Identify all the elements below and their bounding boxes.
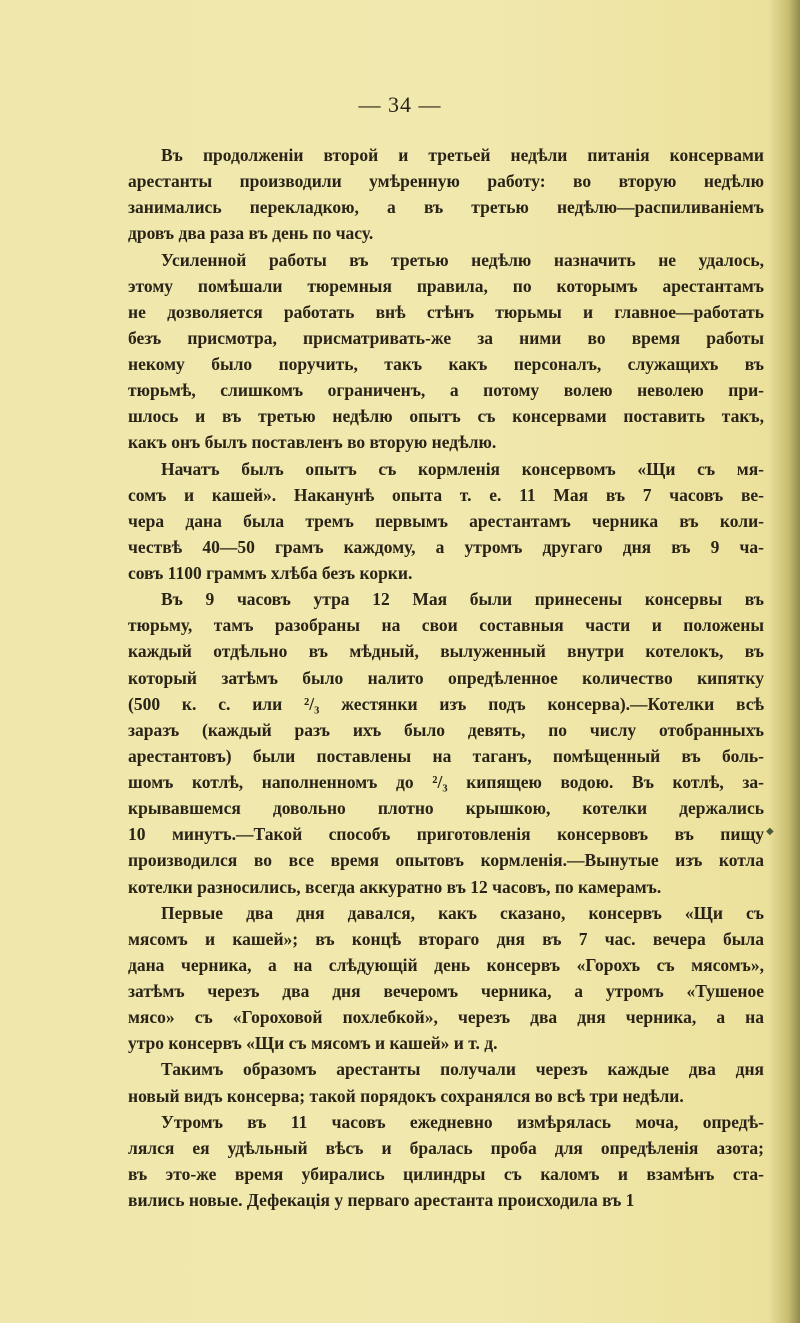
paragraph: [128, 142, 764, 247]
text-line: шлось и въ третью недѣлю опытъ съ консервами поставить такъ,: [128, 406, 764, 427]
text-line: Такимъ образомъ арестанты получали черезъ каждые два дня: [161, 1059, 764, 1080]
text-line: Въ 9 часовъ утра 12 Мая были принесены консервы въ: [161, 589, 764, 610]
paragraph: [128, 1109, 764, 1214]
text-line: Первые два дня давался, какъ сказано, консервъ «Щи съ: [161, 902, 764, 923]
text-line: чествѣ 40—50 грамъ каждому, а утромъ другаго дня въ 9 ча-: [128, 536, 764, 557]
text-line: совъ 1100 граммъ хлѣба безъ корки.: [128, 563, 413, 583]
text-line: котелки разносились, всегда аккуратно въ 12 часовъ, по камерамъ.: [128, 876, 662, 897]
paragraph: [128, 586, 764, 900]
text-line: безъ присмотра, присматривать-же за ними во время работы: [128, 327, 764, 348]
text-line: не дозволяется работать внѣ стѣнъ тюрьмы и главное—работать: [128, 301, 764, 322]
text-line: производился во все время опытовъ кормленія.—Вынутые изъ котла: [128, 850, 764, 871]
paragraph: [128, 1056, 764, 1108]
text-line: дровъ два раза въ день по часу.: [128, 223, 374, 244]
text-line: шомъ котлѣ, наполненномъ до ²/₃ кипящею водою. Въ котлѣ, за-: [128, 772, 764, 792]
text-line: этому помѣшали тюремныя правила, по которымъ арестантамъ: [128, 275, 764, 296]
page-number: — 34 —: [358, 92, 442, 117]
text-line: новый видъ консерва; такой порядокъ сохранялся во всѣ три недѣли.: [128, 1085, 684, 1106]
body-text: [128, 142, 764, 1213]
text-line: мясо» съ «Гороховой похлебкой», черезъ два дня черника, а на: [128, 1007, 764, 1028]
text-line: сомъ и кашей». Наканунѣ опыта т. е. 11 Мая въ 7 часовъ ве-: [128, 484, 764, 505]
text-line: вились новые. Дефекація у перваго арестанта происходила въ 1: [128, 1190, 635, 1210]
text-line: въ это-же время убирались цилиндры съ каломъ и взамѣнъ ста-: [128, 1163, 764, 1184]
text-line: арестанты производили умѣренную работу: во вторую недѣлю: [128, 171, 764, 192]
text-line: крывавшемся довольно плотно крышкою, котелки держались: [128, 798, 764, 819]
text-line: тюрьму, тамъ разобраны на свои составныя части и положены: [128, 615, 764, 636]
text-line: утро консервъ «Щи съ мясомъ и кашей» и т. д.: [128, 1033, 498, 1054]
text-line: Начатъ былъ опытъ съ кормленія консервомъ «Щи съ мя-: [161, 458, 764, 479]
text-line: тюрьмѣ, слишкомъ ограниченъ, а потому волею неволею при-: [128, 380, 764, 401]
text-line: каждый отдѣльно въ мѣдный, вылуженный внутри котелокъ, въ: [128, 641, 764, 662]
text-line: Въ продолженіи второй и третьей недѣли питанія консервами: [161, 145, 764, 165]
text-line: (500 к. с. или ²/₃ жестянки изъ подъ консерва).—Котелки всѣ: [128, 693, 764, 714]
text-line: 10 минутъ.—Такой способъ приготовленія консервовъ въ пищу: [128, 824, 764, 845]
paragraph: [128, 247, 764, 456]
text-line: чера дана была тремъ первымъ арестантамъ черника въ коли-: [128, 510, 764, 531]
text-line: некому было поручить, такъ какъ персоналъ, служащихъ въ: [128, 354, 764, 374]
text-line: Усиленной работы въ третью недѣлю назначить не удалось,: [161, 249, 764, 270]
text-line: какъ онъ былъ поставленъ во вторую недѣлю.: [128, 432, 497, 453]
text-line: затѣмъ черезъ два дня вечеромъ черника, а утромъ «Тушеное: [128, 981, 764, 1001]
text-line: дана черника, а на слѣдующій день консервъ «Горохъ съ мясомъ»,: [128, 954, 764, 975]
text-line: занимались перекладкою, а въ третью недѣлю—распиливаніемъ: [128, 197, 764, 218]
text-line: мясомъ и кашей»; въ концѣ втораго дня въ 7 час. вечера была: [128, 928, 764, 949]
text-line: лялся ея удѣльный вѣсъ и бралась проба для опредѣленія азота;: [128, 1137, 764, 1158]
ink-spot: ◆: [766, 826, 774, 837]
text-line: заразъ (каждый разъ ихъ было девять, по числу отобранныхъ: [128, 719, 764, 740]
text-line: который затѣмъ было налито опредѣленное количество кипятку: [128, 667, 764, 688]
paragraph: [128, 456, 764, 587]
text-line: арестантовъ) были поставлены на таганъ, помѣщенный въ боль-: [128, 745, 764, 766]
text-line: Утромъ въ 11 часовъ ежедневно измѣрялась моча, опредѣ-: [161, 1111, 764, 1132]
paragraph: [128, 900, 764, 1057]
